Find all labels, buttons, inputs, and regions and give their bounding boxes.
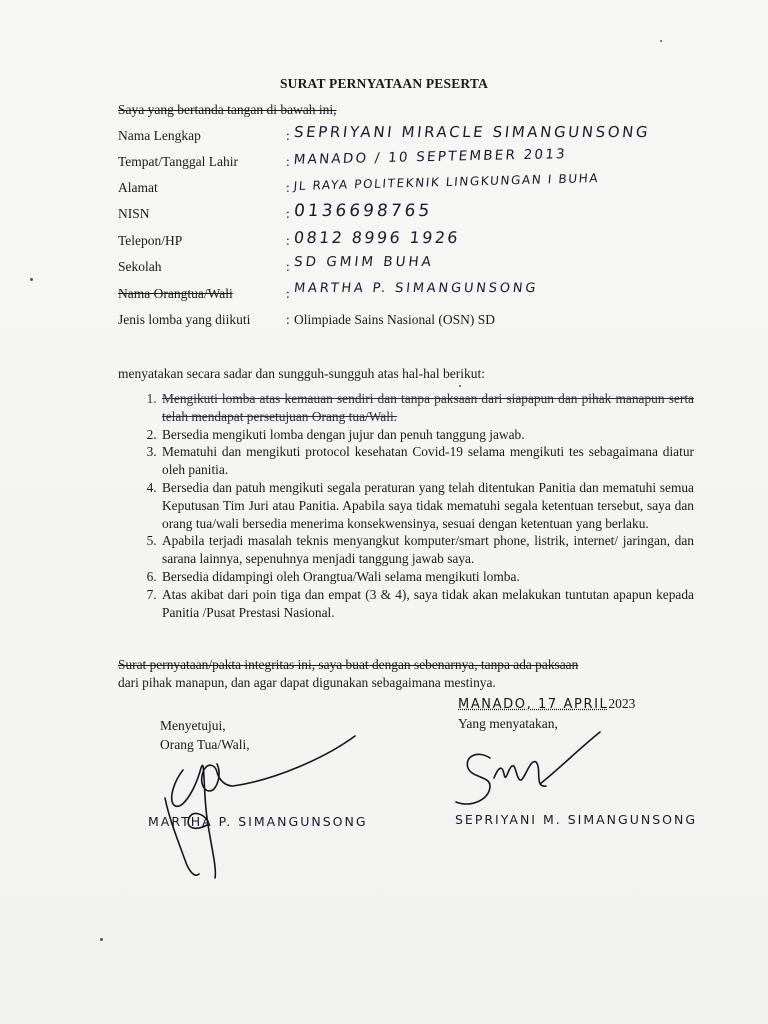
list-item: 7. Atas akibat dari poin tiga dan empat (3 & 4), saya tidak akan melakukan tuntutan apapun kepada Panitia /Pusat Prestasi Nasional. bbox=[160, 586, 694, 622]
field-label: Jenis lomba yang diikuti bbox=[118, 312, 251, 327]
list-item: 2. Bersedia mengikuti lomba dengan jujur dan penuh tanggung jawab. bbox=[160, 426, 694, 444]
field-value: Olimpiade Sains Nasional (OSN) SD bbox=[294, 312, 495, 327]
field-phone: Telepon/HP : 0812 8996 1926 bbox=[118, 228, 461, 248]
scan-speck bbox=[459, 385, 461, 387]
field-label: NISN bbox=[118, 206, 150, 221]
handwritten-value: 0812 8996 1926 bbox=[293, 228, 461, 247]
declarant-label: Yang menyatakan, bbox=[458, 716, 558, 731]
field-label: Telepon/HP bbox=[118, 233, 183, 248]
list-item: 3. Mematuhi dan mengikuti protocol kesehatan Covid-19 selama mengikuti tes sebagaimana diatur oleh panitia. bbox=[160, 443, 694, 479]
field-birth: Tempat/Tanggal Lahir : MANADO / 10 SEPTEMBER 2013 bbox=[118, 146, 568, 169]
document-title: SURAT PERNYATAAN PESERTA bbox=[279, 76, 489, 91]
closing-paragraph: Surat pernyataan/pakta integritas ini, saya buat dengan sebenarnya, tanpa ada paksaan dari pihak manapun, dan agar dapat digunakan sebagaimana mestinya. bbox=[118, 657, 579, 690]
handwritten-value: MANADO / 10 SEPTEMBER 2013 bbox=[293, 146, 568, 168]
list-item: 5. Apabila terjadi masalah teknis menyangkut komputer/smart phone, listrik, internet/ jaringan, dan sarana lainnya, sepenuhnya menjadi tanggung jawab saya. bbox=[160, 532, 694, 568]
handwritten-place-date: MANADO, 17 APRIL bbox=[458, 697, 609, 712]
handwritten-value: SD GMIM BUHA bbox=[293, 254, 435, 270]
field-address: Alamat : JL RAYA POLITEKNIK LINGKUNGAN I BUHA bbox=[118, 171, 600, 195]
intro-text: Saya yang bertanda tangan di bawah ini, bbox=[118, 102, 337, 117]
scan-speck bbox=[30, 278, 33, 281]
field-full-name: Nama Lengkap : SEPRIYANI MIRACLE SIMANGUNSONG bbox=[118, 123, 652, 143]
statement-list bbox=[118, 390, 694, 621]
handwritten-value: 0136698765 bbox=[292, 201, 434, 221]
approver-name-handwritten: MARTHA P. SIMANGUNSONG bbox=[148, 814, 368, 829]
handwritten-value: MARTHA P. SIMANGUNSONG bbox=[293, 281, 539, 296]
parent-signature bbox=[155, 728, 375, 888]
field-label: Alamat bbox=[118, 180, 158, 195]
field-label: Tempat/Tanggal Lahir bbox=[118, 154, 238, 169]
declarant-name-handwritten: SEPRIYANI M. SIMANGUNSONG bbox=[455, 812, 698, 827]
list-item: 1. Mengikuti lomba atas kemauan sendiri dan tanpa paksaan dari siapapun dan pihak manapun serta telah mendapat persetujuan Orang tua/Wali. bbox=[160, 390, 694, 426]
handwritten-value: JL RAYA POLITEKNIK LINGKUNGAN I BUHA bbox=[293, 171, 600, 193]
field-label: Nama Orangtua/Wali bbox=[118, 286, 233, 301]
field-school: Sekolah : SD GMIM BUHA bbox=[118, 254, 435, 274]
field-competition: Jenis lomba yang diikuti : Olimpiade Sains Nasional (OSN) SD bbox=[118, 312, 495, 327]
scan-speck bbox=[100, 938, 103, 941]
approver-label: Menyetujui, Orang Tua/Wali, bbox=[160, 718, 250, 752]
scan-speck bbox=[660, 40, 662, 42]
handwritten-value: SEPRIYANI MIRACLE SIMANGUNSONG bbox=[293, 123, 652, 141]
place-date: MANADO, 17 APRIL2023 bbox=[458, 696, 636, 712]
declarant-signature bbox=[450, 728, 610, 818]
field-parent-name: Nama Orangtua/Wali : MARTHA P. SIMANGUNSONG bbox=[118, 281, 539, 301]
list-item: 6. Bersedia didampingi oleh Orangtua/Wali selama mengikuti lomba. bbox=[160, 568, 694, 586]
declaration-text: menyatakan secara sadar dan sungguh-sungguh atas hal-hal berikut: bbox=[118, 366, 485, 381]
field-label: Nama Lengkap bbox=[118, 128, 201, 143]
list-item: 4. Bersedia dan patuh mengikuti segala peraturan yang telah ditentukan Panitia dan mematuhi semua Keputusan Tim Juri atau Panitia. Apabila saya tidak mematuhi segala ketentuan tersebut, saya dan orang tua/wali bersedia menerima konsekwensinya, sesuai dengan ketentuan yang berlaku. bbox=[160, 479, 694, 532]
field-nisn: NISN : 0136698765 bbox=[118, 201, 434, 221]
field-label: Sekolah bbox=[118, 259, 162, 274]
